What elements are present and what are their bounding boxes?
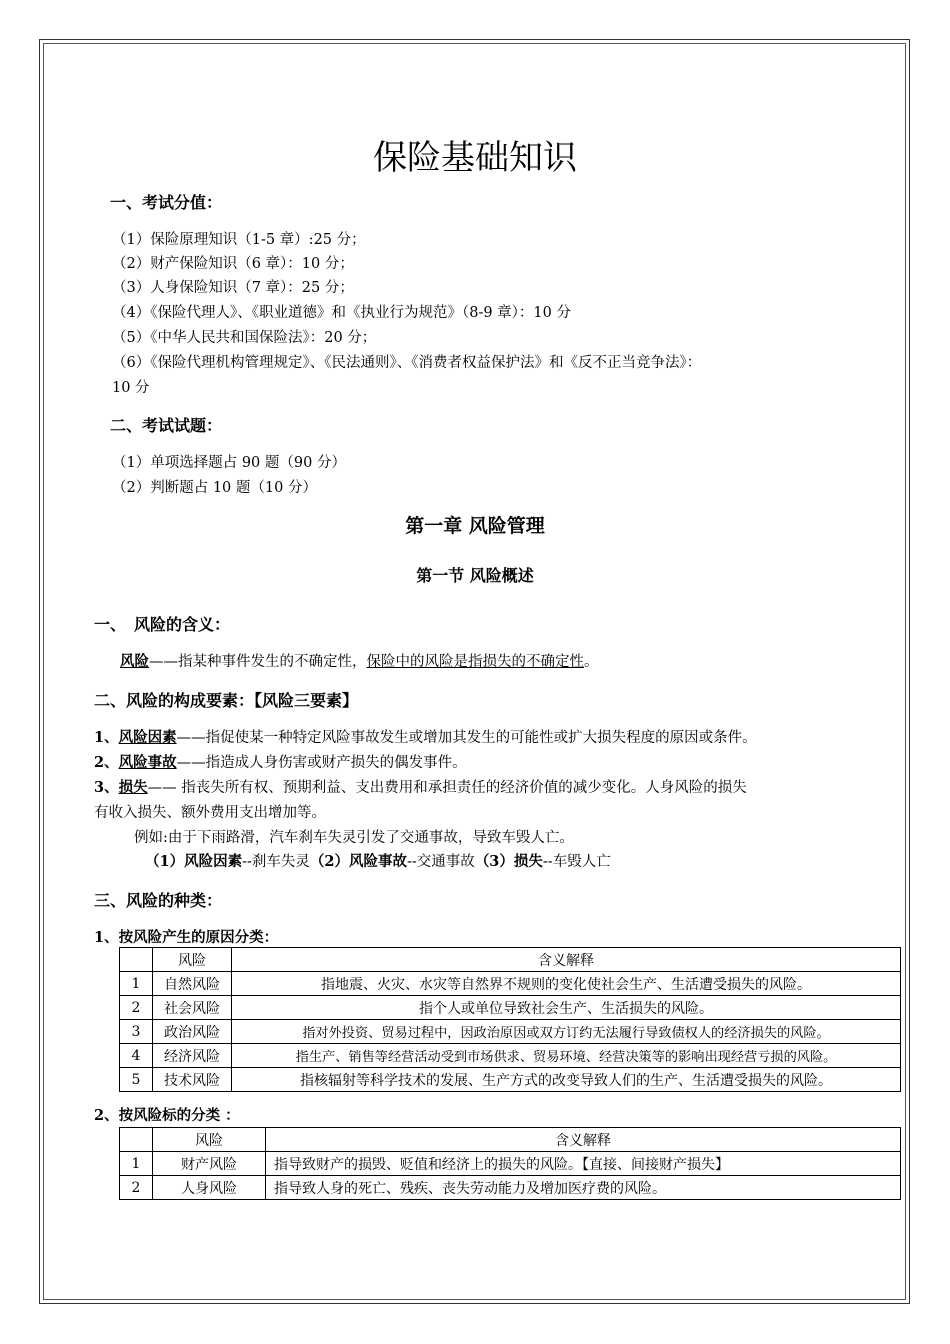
exam-score-item: （1）保险原理知识（1-5 章）:25 分； <box>112 232 366 248</box>
table-header-cell: 风险 <box>153 1128 266 1152</box>
table-header-cell <box>120 948 153 972</box>
risk-elements-heading: 二、风险的构成要素：【风险三要素】 <box>94 691 359 710</box>
risk-element-item: 1、风险因素——指促使某一种特定风险事故发生或增加其发生的可能性或扩大损失程度的原因或条件。 <box>94 729 757 746</box>
example-breakdown: （1）风险因素--刹车失灵（2）风险事故--交通事故（3）损失--车毁人亡 <box>145 853 611 870</box>
exam-question-item: （2）判断题占 10 题（10 分） <box>112 480 317 496</box>
table-header-row <box>120 948 901 972</box>
exam-score-item: （2）财产保险知识（6 章）：10 分； <box>112 256 354 272</box>
term-risk: 风险 <box>120 653 149 670</box>
section-title: 第一节 风险概述 <box>416 566 534 585</box>
example-line: 例如:由于下雨路滑，汽车刹车失灵引发了交通事故，导致车毁人亡。 <box>134 830 574 846</box>
risk-by-cause-table <box>119 947 901 1092</box>
exam-score-item: （3）人身保险知识（7 章）：25 分； <box>112 280 354 296</box>
risk-element-continued: 有收入损失、额外费用支出增加等。 <box>94 805 326 821</box>
exam-score-item: （6）《保险代理机构管理规定》、《民法通则》、《消费者权益保护法》和《反不正当竞争法》： <box>112 355 702 371</box>
risk-meaning-line: 风险——指某种事件发生的不确定性，保险中的风险是指损失的不确定性。 <box>120 653 599 670</box>
table-row: 2 社会风险 指个人或单位导致社会生产、生活损失的风险。 <box>120 996 901 1020</box>
table-row: 3 政治风险 指对外投资、贸易过程中，因政治原因或双方订约无法履行导致债权人的经济损失的风险。 <box>120 1020 901 1044</box>
document-title: 保险基础知识 <box>373 138 577 178</box>
risk-element-item: 3、损失—— 指丧失所有权、预期利益、支出费用和承担责任的经济价值的减少变化。人身风险的损失 <box>94 779 747 796</box>
risk-element-item: 2、风险事故——指造成人身伤害或财产损失的偶发事件。 <box>94 754 467 771</box>
exam-questions-heading: 二、考试试题： <box>110 416 223 435</box>
table-row: 2 人身风险 指导致人身的死亡、残疾、丧失劳动能力及增加医疗费的风险。 <box>120 1176 901 1200</box>
by-target-heading: 2、按风险标的分类 ： <box>94 1107 240 1124</box>
exam-score-item: 10 分 <box>112 380 150 396</box>
exam-score-item: （5）《中华人民共和国保险法》：20 分； <box>112 330 377 346</box>
risk-meaning-heading: 一、 风险的含义： <box>94 615 231 634</box>
table-row: 1 财产风险 指导致财产的损毁、贬值和经济上的损失的风险。【直接、间接财产损失】 <box>120 1152 901 1176</box>
table-header-cell: 含义解释 <box>232 948 901 972</box>
risk-by-target-table <box>119 1127 901 1200</box>
exam-score-item: （4）《保险代理人》、《职业道德》和《执业行为规范》（8-9 章）：10 分 <box>112 305 571 321</box>
chapter-title: 第一章 风险管理 <box>405 515 545 537</box>
table-header-row <box>120 1128 901 1152</box>
risk-types-heading: 三、风险的种类： <box>94 891 223 910</box>
by-cause-heading: 1、按风险产生的原因分类： <box>94 929 279 946</box>
table-header-cell: 风险 <box>153 948 232 972</box>
table-row: 4 经济风险 指生产、销售等经营活动受到市场供求、贸易环境、经营决策等的影响出现经营亏损的风险。 <box>120 1044 901 1068</box>
table-row: 1 自然风险 指地震、火灾、水灾等自然界不规则的变化使社会生产、生活遭受损失的风险。 <box>120 972 901 996</box>
table-header-cell: 含义解释 <box>266 1128 901 1152</box>
underlined-definition: 保险中的风险是指损失的不确定性 <box>366 654 584 670</box>
table-row: 5 技术风险 指核辐射等科学技术的发展、生产方式的改变导致人们的生产、生活遭受损失的风险。 <box>120 1068 901 1092</box>
exam-question-item: （1）单项选择题占 90 题（90 分） <box>112 455 346 471</box>
exam-score-heading: 一、考试分值： <box>110 193 223 212</box>
table-header-cell <box>120 1128 153 1152</box>
